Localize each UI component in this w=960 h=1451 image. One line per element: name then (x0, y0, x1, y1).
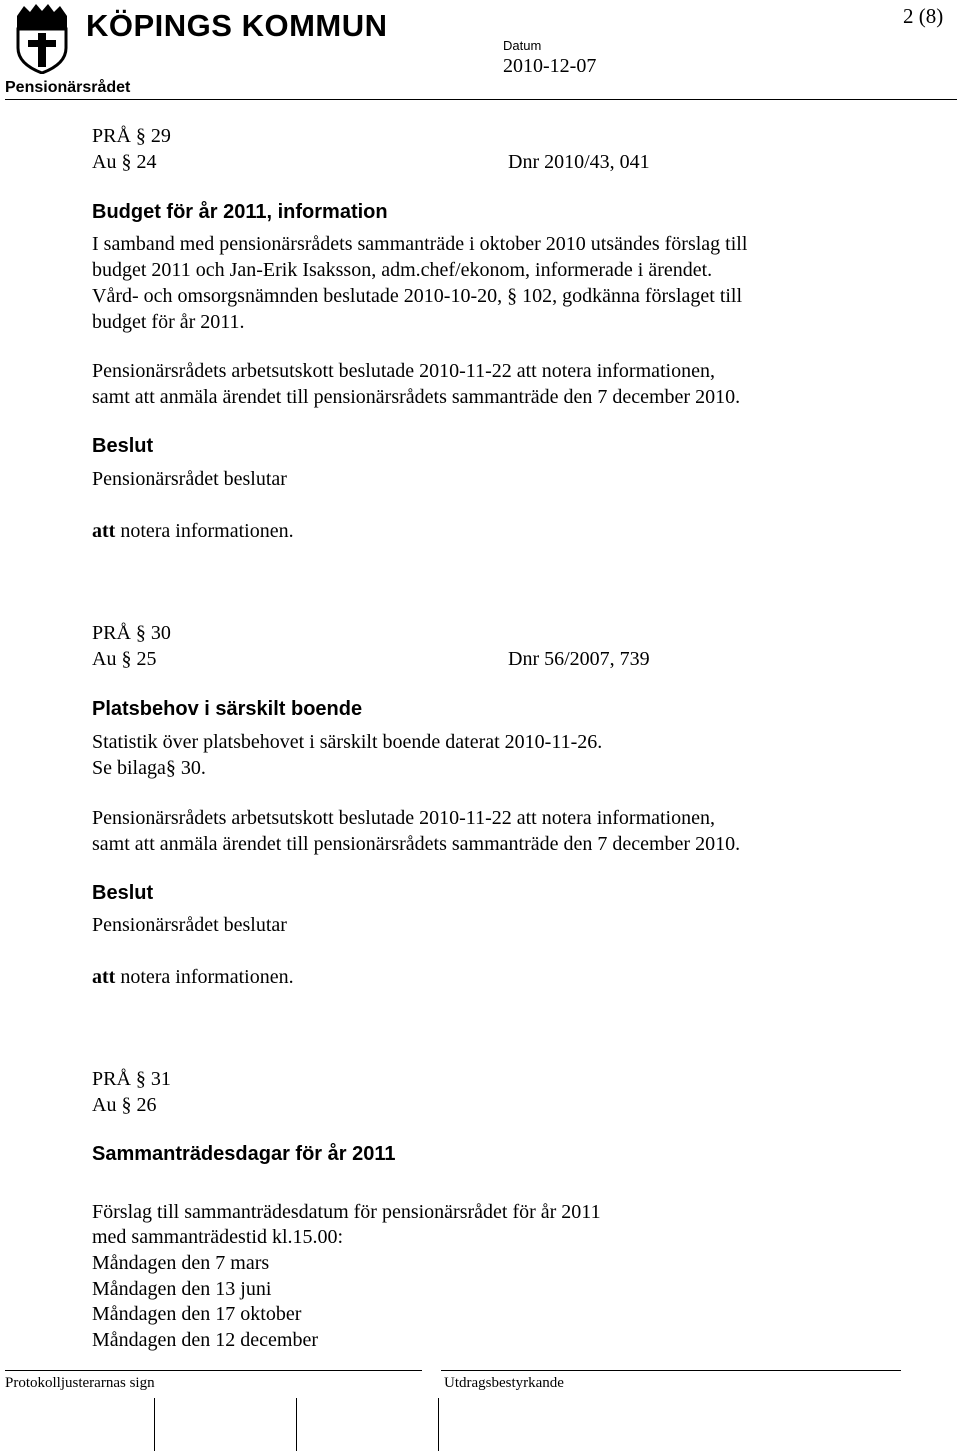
signature-label: Protokolljusterarnas sign (5, 1375, 155, 1391)
beslut-intro: Pensionärsrådet beslutar (92, 468, 287, 490)
beslut-text (92, 518, 294, 544)
section-body-line: Se bilaga§ 30. (92, 757, 206, 779)
beslut-att: att (92, 520, 116, 542)
section-title: Sammanträdesdagar för år 2011 (92, 1143, 396, 1165)
meeting-date: Måndagen den 13 juni (92, 1278, 272, 1300)
signature-box-divider (154, 1398, 155, 1451)
beslut-heading: Beslut (92, 435, 154, 457)
section-au-ref: Au § 26 (92, 1094, 157, 1116)
section-dnr: Dnr 2010/43, 041 (508, 151, 650, 173)
meeting-date: Måndagen den 17 oktober (92, 1303, 302, 1325)
signature-box-divider (296, 1398, 297, 1451)
header-divider (5, 99, 957, 100)
section-au-ref: Au § 25 (92, 648, 157, 670)
section-body-line: budget för år 2011. (92, 311, 245, 333)
organization-name: KÖPINGS KOMMUN (86, 8, 388, 43)
coat-of-arms-icon (14, 2, 70, 74)
meeting-date: Måndagen den 7 mars (92, 1252, 270, 1274)
footer-divider (441, 1370, 901, 1371)
section-body-line: Förslag till sammanträdesdatum för pensionärsrådet för år 2011 (92, 1201, 601, 1223)
meeting-date: Måndagen den 12 december (92, 1329, 319, 1351)
section-body-line: budget 2011 och Jan-Erik Isaksson, adm.chef/ekonom, informerade i ärendet. (92, 259, 713, 281)
municipality-logo (14, 2, 388, 76)
au-decision-line: Pensionärsrådets arbetsutskott beslutade 2010-11-22 att notera informationen, (92, 360, 715, 382)
section-au-ref: Au § 24 (92, 151, 157, 173)
section-body-line: Statistik över platsbehovet i särskilt boende daterat 2010-11-26. (92, 731, 603, 753)
section-title: Budget för år 2011, information (92, 201, 388, 223)
signature-box-divider (438, 1398, 439, 1451)
section-dnr: Dnr 56/2007, 739 (508, 648, 650, 670)
beslut-text-rest: notera informationen. (115, 520, 294, 542)
page-number: 2 (8) (903, 4, 944, 28)
section-paragraph-ref: PRÅ § 30 (92, 622, 171, 644)
beslut-text (92, 964, 294, 990)
section-title: Platsbehov i särskilt boende (92, 698, 363, 720)
footer-divider (5, 1370, 422, 1371)
section-body-line: med sammanträdestid kl.15.00: (92, 1226, 344, 1248)
section-paragraph-ref: PRÅ § 31 (92, 1068, 171, 1090)
department-name: Pensionärsrådet (5, 79, 131, 96)
au-decision-line: Pensionärsrådets arbetsutskott beslutade 2010-11-22 att notera informationen, (92, 807, 715, 829)
au-decision-line: samt att anmäla ärendet till pensionärsrådets sammanträde den 7 december 2010. (92, 833, 741, 855)
beslut-text-rest: notera informationen. (115, 966, 294, 988)
au-decision-line: samt att anmäla ärendet till pensionärsrådets sammanträde den 7 december 2010. (92, 386, 741, 408)
date-value: 2010-12-07 (503, 55, 597, 77)
date-label: Datum (503, 38, 542, 53)
beslut-att: att (92, 966, 116, 988)
section-body-line: Vård- och omsorgsnämnden beslutade 2010-10-20, § 102, godkänna förslaget till (92, 285, 743, 307)
beslut-intro: Pensionärsrådet beslutar (92, 914, 287, 936)
section-paragraph-ref: PRÅ § 29 (92, 125, 171, 147)
section-body-line: I samband med pensionärsrådets sammanträde i oktober 2010 utsändes förslag till (92, 233, 748, 255)
beslut-heading: Beslut (92, 882, 154, 904)
certification-label: Utdragsbestyrkande (444, 1375, 564, 1391)
